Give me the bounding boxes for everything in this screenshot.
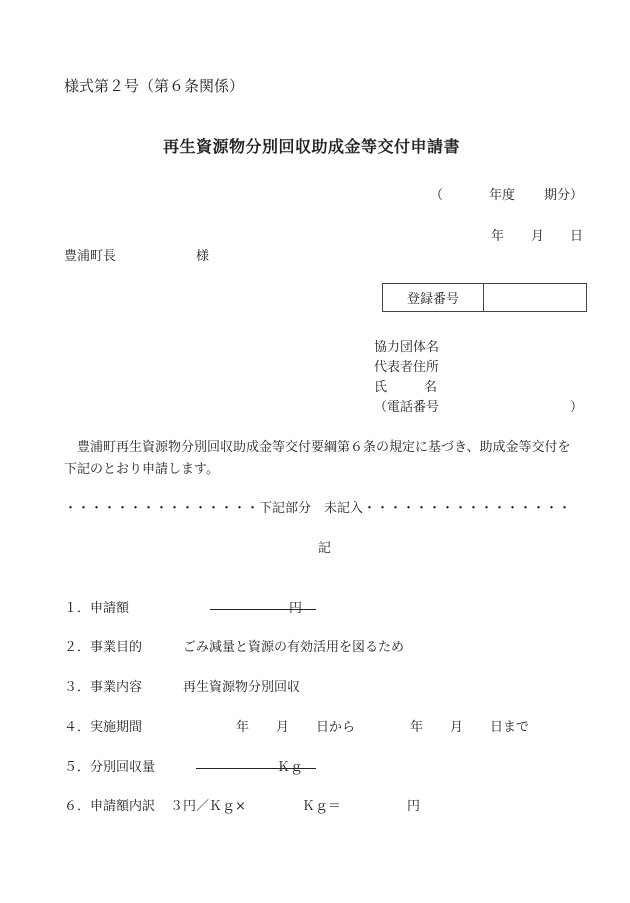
- item-number: ５．: [64, 760, 91, 775]
- registration-label: 登録番号: [383, 284, 484, 311]
- item-label: 申請額: [90, 601, 130, 616]
- date-day: 日: [570, 229, 584, 244]
- org-label: 協力団体名: [374, 340, 440, 355]
- end-year: 年: [410, 720, 424, 735]
- end-month: 月: [450, 720, 464, 735]
- date-month: 月: [531, 229, 545, 244]
- start-year: 年: [236, 720, 250, 735]
- form-number: 様式第２号（第６条関係）: [64, 77, 245, 95]
- item-label: 事業内容: [90, 680, 143, 695]
- body-line-2: 下記のとおり申請します。: [64, 462, 219, 477]
- registration-box: [382, 283, 587, 312]
- rate-text: ３円／Ｋｇ×: [170, 799, 246, 814]
- start-month: 月: [276, 720, 290, 735]
- item-number: ３．: [64, 680, 91, 695]
- addressee-name: 豊浦町長: [64, 249, 117, 264]
- body-line-1: 豊浦町再生資源物分別回収助成金等交付要綱第６条の規定に基づき、助成金等交付を: [77, 440, 571, 455]
- yen-unit: 円: [407, 799, 421, 814]
- item-label: 事業目的: [90, 640, 143, 655]
- ki-heading: 記: [318, 541, 332, 556]
- purpose-value: ごみ減量と資源の有効活用を図るため: [183, 640, 405, 655]
- amount-unit: 円: [289, 601, 303, 616]
- item-label: 実施期間: [90, 720, 143, 735]
- item-number: ４．: [64, 720, 91, 735]
- document-title: 再生資源物分別回収助成金等交付申請書: [163, 137, 461, 156]
- item-label: 申請額内訳: [90, 799, 156, 814]
- start-day: 日から: [316, 720, 356, 735]
- date-year: 年: [491, 229, 505, 244]
- name-label-2: 名: [424, 380, 438, 395]
- phone-label: （電話番号: [374, 400, 440, 415]
- kg-equals: Ｋｇ＝: [302, 799, 342, 814]
- item-label: 分別回収量: [90, 760, 156, 775]
- period-kibun: 期分）: [544, 188, 584, 203]
- name-label-1: 氏: [374, 380, 388, 395]
- period-nendo: 年度: [489, 188, 516, 203]
- item-number: ６．: [64, 799, 91, 814]
- content-value: 再生資源物分別回収: [183, 680, 301, 695]
- registration-value[interactable]: [484, 284, 586, 311]
- unfilled-separator: ・・・・・・・・・・・・・・・下記部分 未記入・・・・・・・・・・・・・・・・: [64, 501, 572, 516]
- quantity-unit: Ｋｇ: [277, 760, 304, 775]
- item-number: ２．: [64, 640, 91, 655]
- end-day: 日まで: [490, 720, 530, 735]
- addressee-honorific: 様: [196, 249, 210, 264]
- address-label: 代表者住所: [374, 360, 440, 375]
- period-open: （: [430, 188, 444, 203]
- phone-close: ）: [570, 400, 584, 415]
- item-number: １．: [64, 601, 91, 616]
